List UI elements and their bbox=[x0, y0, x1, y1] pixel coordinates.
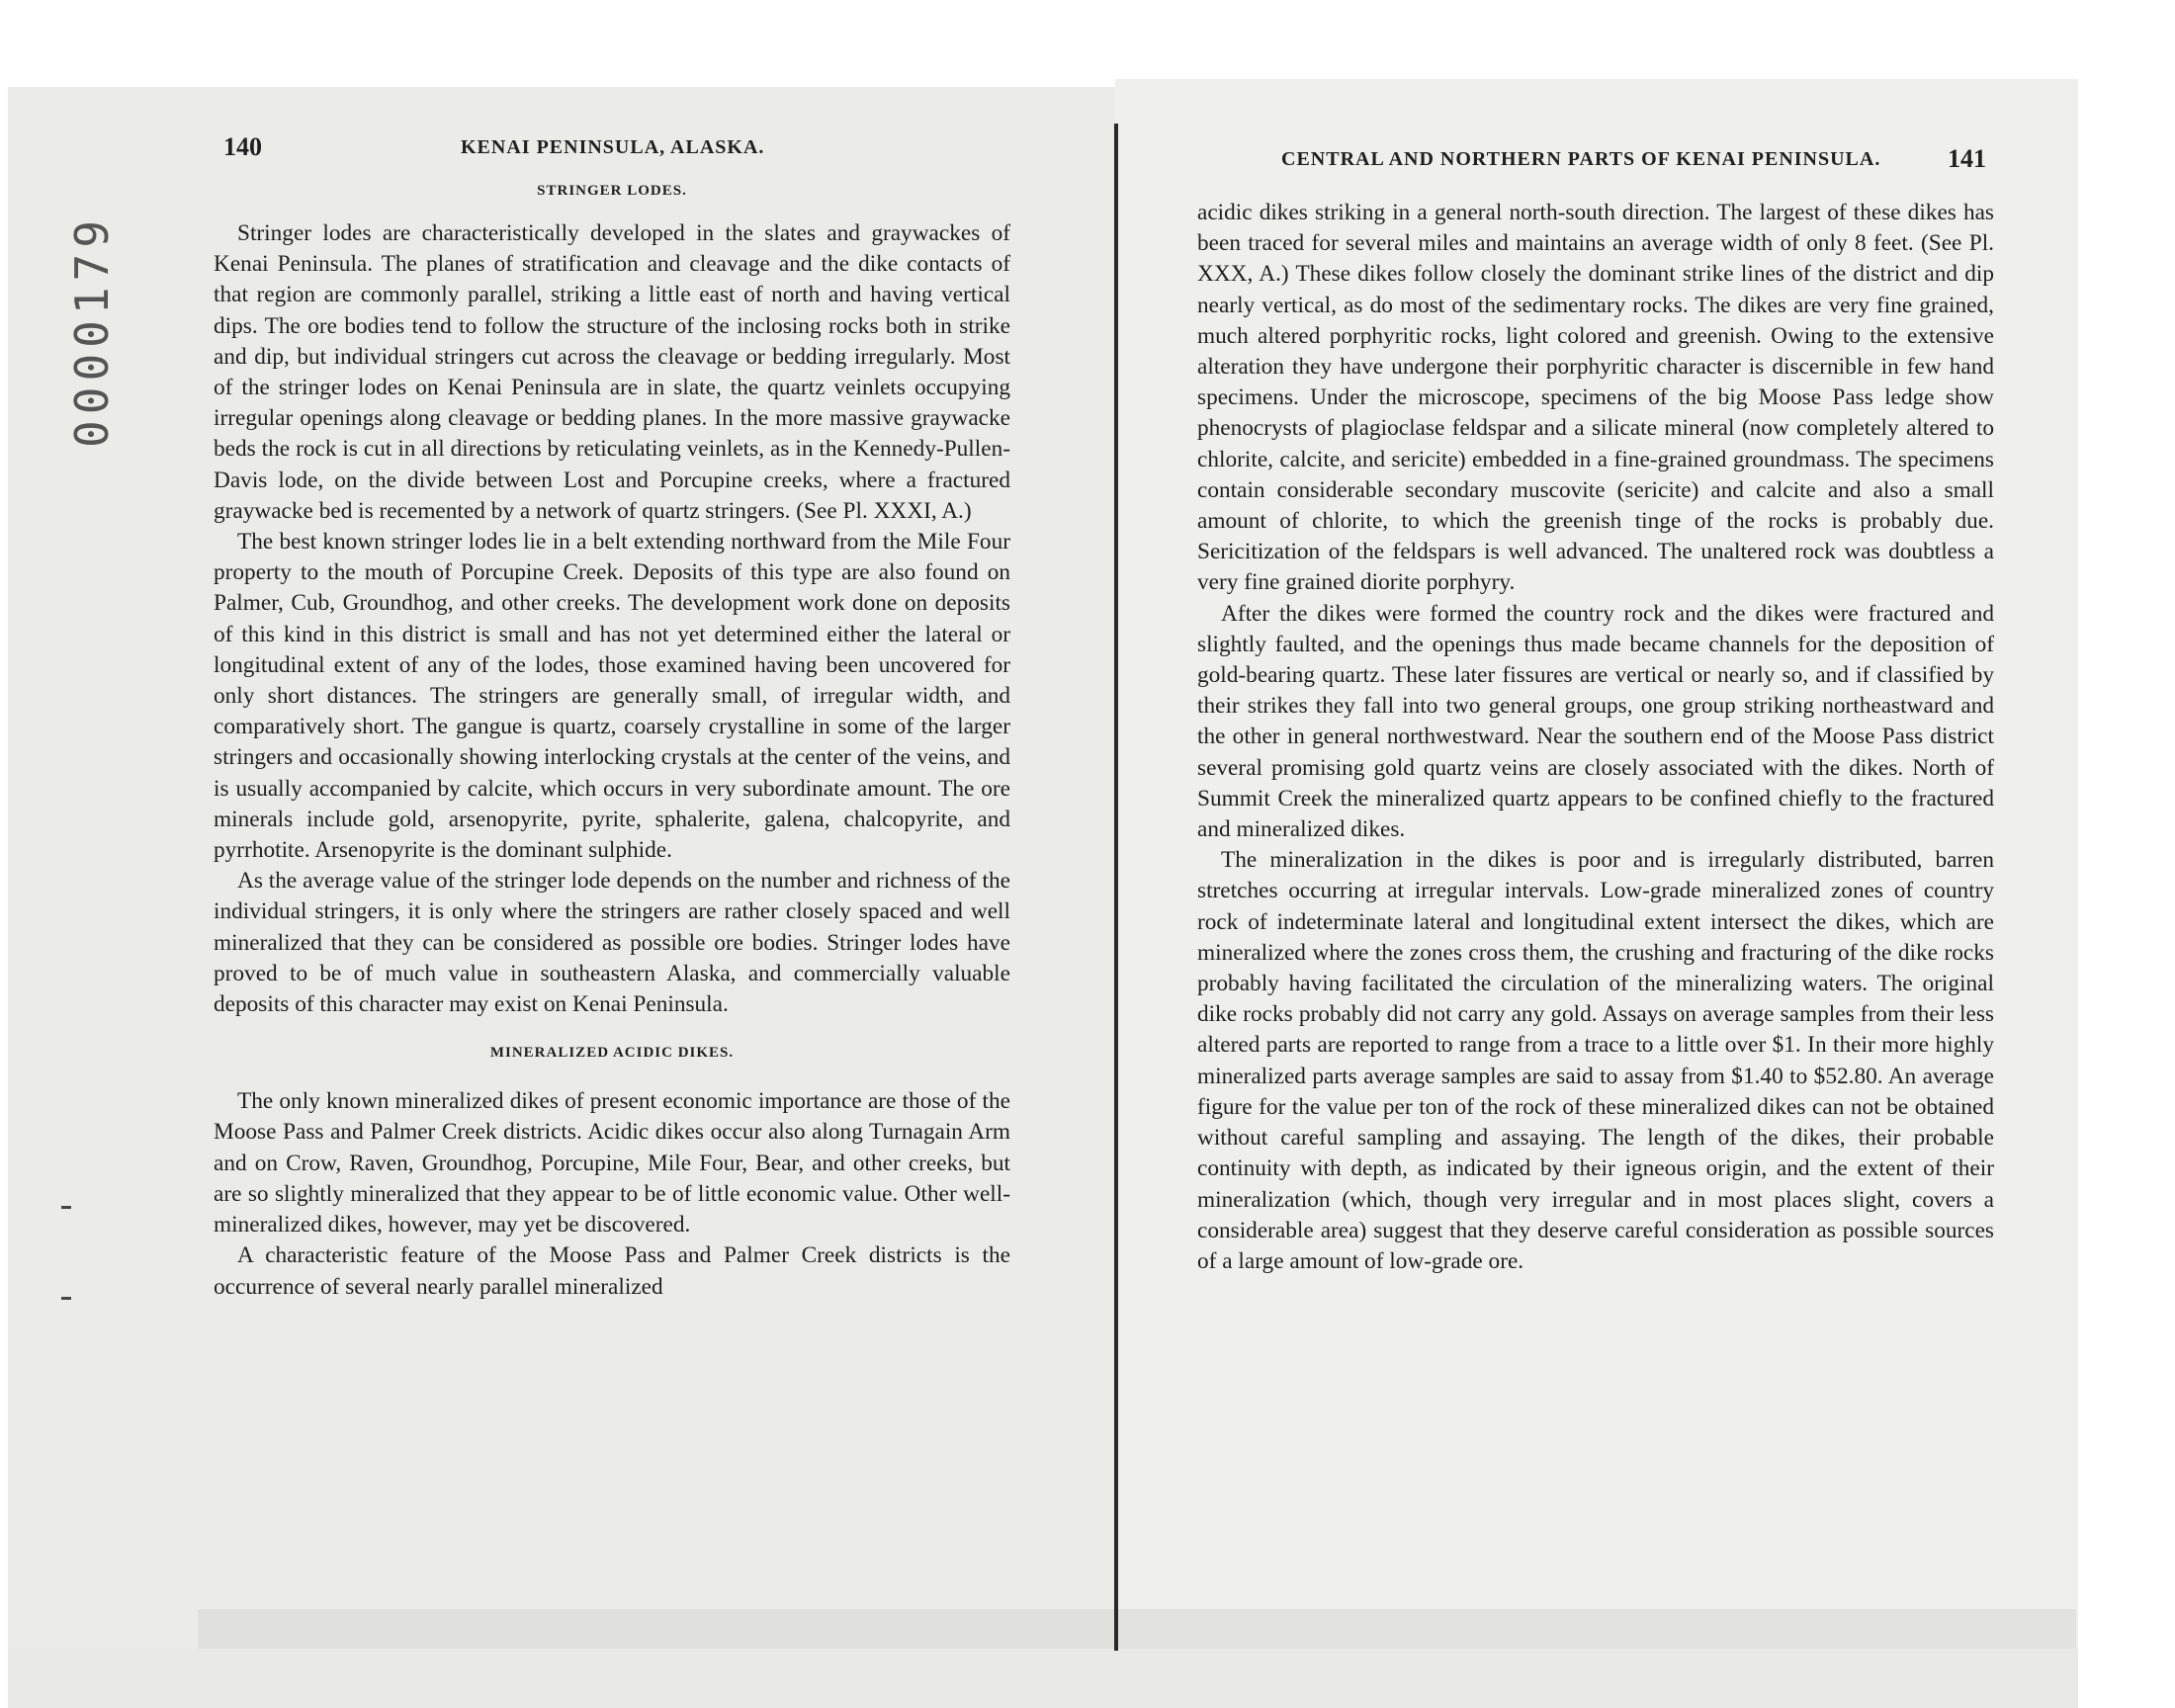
left-column bbox=[214, 183, 1010, 1303]
right-column bbox=[1197, 198, 1994, 1277]
right-running-head: CENTRAL AND NORTHERN PARTS OF KENAI PENINSULA. bbox=[1281, 148, 1881, 170]
paragraph: After the dikes were formed the country rock and the dikes were fractured and slightly faulted, and the openings thus made became channels for the deposition of gold-bearing quartz. These later fissures are vertical or nearly so, and if classified by their strikes they fall into two general groups, one group striking northeastward and the other in general northwestward. Near the southern end of the Moose Pass district several promising gold quartz veins are closely associated with the dikes. North of Summit Creek the mineralized quartz appears to be confined chiefly to the fractured and mineralized dikes. bbox=[1197, 600, 1994, 843]
right-page-number: 141 bbox=[1948, 144, 1986, 173]
margin-mark bbox=[61, 1206, 71, 1209]
paragraph: The mineralization in the dikes is poor and is irregularly distributed, barren stretches occurring at irregular intervals. Low-grade mineralized zones of country rock of indeterminate lateral and longitudinal extent intersect the dikes, which are mineralized where the zones cross them, the crushing and fracturing of the dike rocks probably having facilitated the circulation of the mineralizing waters. The original dike rocks probably did not carry any gold. Assays on average samples from their less altered parts are reported to range from a trace to a little over $1. In their more highly mineralized parts average samples are said to assay from $1.40 to $52.80. An average figure for the value per ton of the rock of these mineralized dikes can not be obtained without careful sampling and assaying. The length of the dikes, their probable continuity with depth, as indicated by their igneous origin, and the extent of their mineralization (which, though very irregular and in most places slight, covers a considerable area) suggest that they deserve careful consideration as possible sources of a large amount of low-grade ore. bbox=[1197, 847, 1994, 1274]
accession-number-stamp bbox=[57, 213, 127, 450]
scan-shadow bbox=[198, 1609, 2076, 1649]
paragraph-continuation: acidic dikes striking in a general north-south direction. The largest of these dikes has been traced for several miles and maintains an average width of only 8 feet. (See Pl. XXX, A.) These dikes follow closely the dominant strike lines of the district and dip nearly vertical, as do most of the sedimentary rocks. The dikes are very fine grained, much altered porphyritic rocks, light colored and greenish. Owing to the extensive alteration they have undergone their porphyritic character is discernible in few hand specimens. Under the microscope, specimens of the big Moose Pass ledge show phenocrysts of plagioclase feldspar and a silicate mineral (now completely altered to chlorite, calcite, and sericite) embedded in a fine-grained groundmass. The specimens contain considerable secondary muscovite (sericite) and calcite and also a small amount of chlorite, to which the greenish tinge of the rocks is probably due. Sericitization of the feldspars is well advanced. The unaltered rock was doubtless a very fine grained diorite porphyry. bbox=[1197, 200, 1994, 596]
paragraph: The best known stringer lodes lie in a belt extending northward from the Mile Four property to the mouth of Porcupine Creek. Deposits of this type are also found on Palmer, Cub, Groundhog, and other creeks. The development work done on deposits of this kind in this district is small and has not yet determined either the lateral or longitudinal extent of any of the lodes, those examined having been uncovered for only short distances. The stringers are generally small, of irregular width, and comparatively short. The gangue is quartz, coarsely crystalline in some of the larger stringers and occasionally showing interlocking crystals at the center of the veins, and is usually accompanied by calcite, which occurs in very subordinate amount. The ore minerals include gold, arsenopyrite, pyrite, sphalerite, galena, chalcopyrite, and pyrrhotite. Arsenopyrite is the dominant sulphide. bbox=[214, 529, 1010, 864]
left-running-head: KENAI PENINSULA, ALASKA. bbox=[461, 136, 765, 158]
paragraph: As the average value of the stringer lode depends on the number and richness of the individual stringers, it is only where the stringers are rather closely spaced and well mineralized that they can be considered as possible ore bodies. Stringer lodes have proved to be of much value in southeastern Alaska, and commercially valuable deposits of this character may exist on Kenai Peninsula. bbox=[214, 868, 1010, 1018]
paragraph: The only known mineralized dikes of present economic importance are those of the Moose Pass and Palmer Creek districts. Acidic dikes occur also along Turnagain Arm and on Crow, Raven, Groundhog, Porcupine, Mile Four, Bear, and other creeks, but are so slightly mineralized that they appear to be of little economic value. Other well-mineralized dikes, however, may yet be discovered. bbox=[214, 1088, 1010, 1238]
margin-mark bbox=[61, 1297, 71, 1300]
paragraph: Stringer lodes are characteristically developed in the slates and graywackes of Kenai Peninsula. The planes of stratification and cleavage and the dike contacts of that region are commonly parallel, striking a little east of north and having vertical dips. The ore bodies tend to follow the structure of the inclosing rocks both in strike and dip, but individual stringers cut across the cleavage or bedding irregularly. Most of the stringer lodes on Kenai Peninsula are in slate, the quartz veinlets occupying irregular openings along cleavage or bedding planes. In the more massive graywacke beds the rock is cut in all directions by reticulating veinlets, as in the Kennedy-Pullen-Davis lode, on the divide between Lost and Porcupine creeks, where a fractured graywacke bed is recemented by a network of quartz stringers. (See Pl. XXXI, A.) bbox=[214, 220, 1010, 524]
section-heading-stringer-lodes: STRINGER LODES. bbox=[537, 183, 687, 199]
paragraph: A characteristic feature of the Moose Pass and Palmer Creek districts is the occurrence of several nearly parallel mineralized bbox=[214, 1242, 1010, 1300]
left-page-number: 140 bbox=[223, 132, 262, 161]
stamp-text: 0000179 bbox=[65, 214, 119, 448]
section-heading-mineralized-acidic-dikes: MINERALIZED ACIDIC DIKES. bbox=[489, 1045, 735, 1062]
right-margin bbox=[2078, 0, 2175, 1708]
page-gutter-line bbox=[1114, 124, 1118, 1651]
